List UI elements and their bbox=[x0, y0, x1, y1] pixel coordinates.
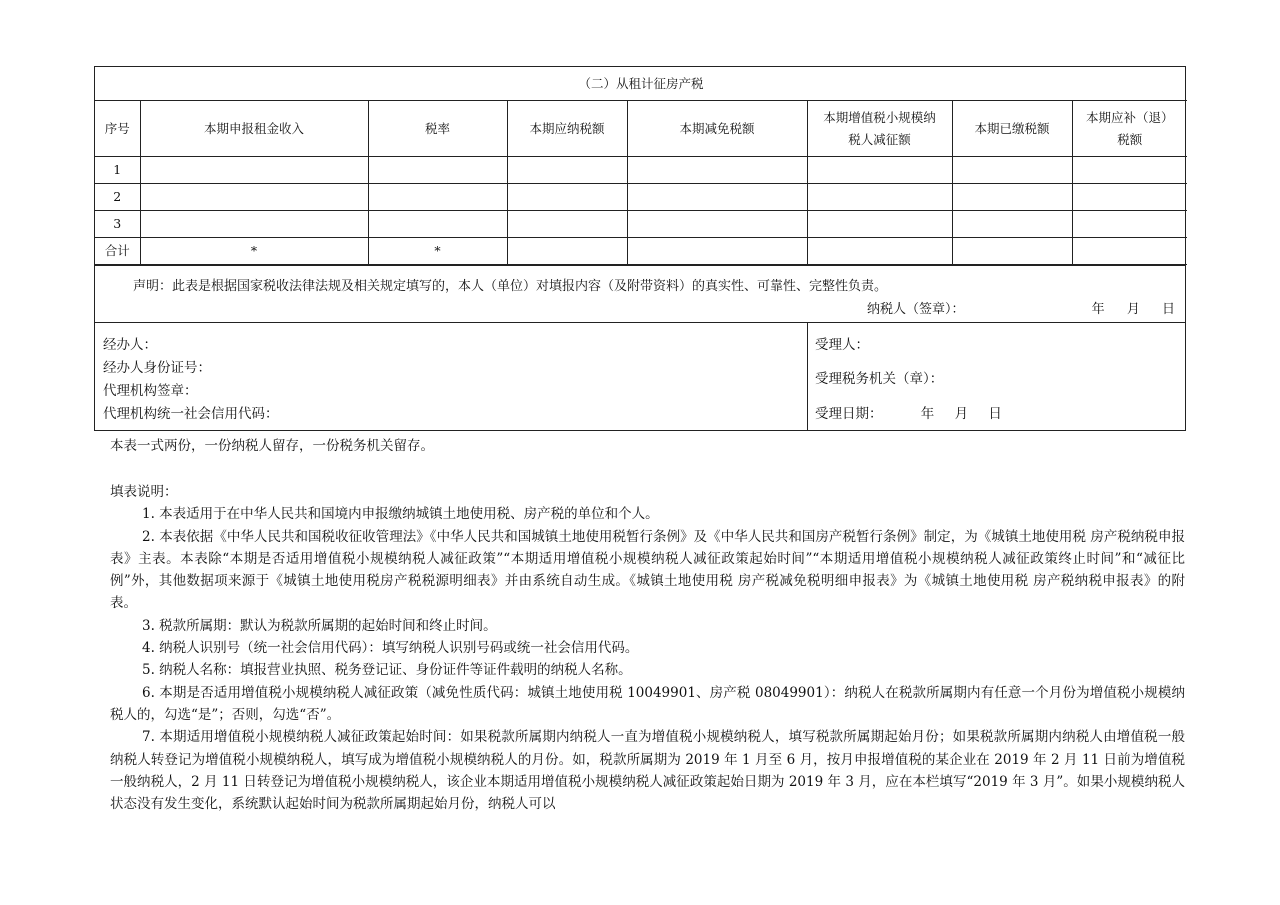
receive-year-label: 年 bbox=[920, 406, 935, 422]
table-row-total bbox=[95, 238, 1187, 265]
col-header-small-scale-reduction bbox=[807, 101, 952, 157]
agent-block bbox=[95, 323, 808, 430]
table-row bbox=[95, 157, 1187, 184]
cell-tax-payable[interactable] bbox=[507, 184, 627, 211]
table-row bbox=[95, 184, 1187, 211]
instruction-item: 4. 纳税人识别号（统一社会信用代码）：填写纳税人识别号码或统一社会信用代码。 bbox=[142, 640, 639, 657]
agent-label: 经办人： bbox=[103, 337, 157, 353]
cell-tax-due-refund[interactable] bbox=[1072, 184, 1187, 211]
cell-tax-due-refund-total[interactable] bbox=[1072, 238, 1187, 265]
col-header-tax-reduction: 本期减免税额 bbox=[627, 101, 807, 157]
receive-date bbox=[815, 402, 1002, 422]
receive-month-label: 月 bbox=[954, 406, 969, 422]
cell-rental-income[interactable] bbox=[140, 157, 368, 184]
cell-small-scale-reduction[interactable] bbox=[807, 184, 952, 211]
cell-tax-paid[interactable] bbox=[952, 211, 1072, 238]
col-header-rental-income: 本期申报租金收入 bbox=[140, 101, 368, 157]
col-header-tax-paid: 本期已缴税额 bbox=[952, 101, 1072, 157]
row-index: 2 bbox=[95, 184, 140, 211]
cell-tax-reduction-total[interactable] bbox=[627, 238, 807, 265]
row-index-total: 合计 bbox=[95, 238, 140, 265]
cell-tax-rate[interactable] bbox=[368, 157, 507, 184]
date-month-label: 月 bbox=[1126, 302, 1140, 317]
cell-small-scale-reduction-total[interactable] bbox=[807, 238, 952, 265]
instruction-item: 7. 本期适用增值税小规模纳税人减征政策起始时间：如果税款所属期内纳税人一直为增值税小规模纳税人，填写税款所属期起始月份；如果税款所属期内纳税人由增值税一般纳税人转登记为增值税小规模纳税人，填写成为增值税小规模纳税人的月份。如，税款所属期为 2019 年 1 月至 6 月，按月申报增值税的某企业在 2019 年 2 月 11 日前为增值税一般纳税人，2 月 11 日转登记为增值税小规模纳税人，该企业本期适用增值税小规模纳税人减征政策起始日期为 2019 年 3 月，应在本栏填写“2019 年 3 月”。如果小规模纳税人状态没有发生变化，系统默认起始时间为税款所属期起始月份，纳税人可以 bbox=[110, 729, 1185, 813]
rental-tax-table bbox=[95, 67, 1187, 265]
date-year-label: 年 bbox=[1091, 302, 1105, 317]
col-header-tax-payable: 本期应纳税额 bbox=[507, 101, 627, 157]
instruction-item: 6. 本期是否适用增值税小规模纳税人减征政策（减免性质代码：城镇土地使用税 10049901、房产税 08049901）：纳税人在税款所属期内有任意一个月份为增值税小规模纳税人的，勾选“是”；否则，勾选“否”。 bbox=[110, 684, 1185, 723]
cell-tax-due-refund[interactable] bbox=[1072, 157, 1187, 184]
col-header-tax-rate: 税率 bbox=[368, 101, 507, 157]
declaration-date bbox=[1074, 298, 1175, 317]
taxpayer-signature-label: 纳税人（签章）： bbox=[867, 302, 965, 317]
table-header-row bbox=[95, 101, 1187, 157]
cell-tax-rate[interactable] bbox=[368, 184, 507, 211]
agent-id-label: 经办人身份证号： bbox=[103, 360, 211, 376]
table-title-row bbox=[95, 67, 1187, 101]
declaration-section bbox=[95, 265, 1185, 322]
table-title: （二）从租计征房产税 bbox=[95, 67, 1187, 101]
cell-tax-paid[interactable] bbox=[952, 184, 1072, 211]
rental-property-tax-form bbox=[94, 66, 1186, 431]
cell-rental-income-total: * bbox=[140, 238, 368, 265]
col-header-due-line1: 本期应补（退） bbox=[1086, 109, 1174, 125]
receive-date-label: 受理日期： bbox=[815, 406, 883, 422]
agency-credit-code-label: 代理机构统一社会信用代码： bbox=[103, 406, 279, 422]
cell-tax-paid-total[interactable] bbox=[952, 238, 1072, 265]
instruction-item: 5. 纳税人名称：填报营业执照、税务登记证、身份证件等证件载明的纳税人名称。 bbox=[142, 662, 632, 679]
col-header-small-scale-line2: 税人减征额 bbox=[848, 131, 911, 147]
cell-tax-due-refund[interactable] bbox=[1072, 211, 1187, 238]
cell-tax-reduction[interactable] bbox=[627, 211, 807, 238]
cell-tax-payable[interactable] bbox=[507, 211, 627, 238]
cell-tax-payable[interactable] bbox=[507, 157, 627, 184]
cell-tax-reduction[interactable] bbox=[627, 184, 807, 211]
row-index: 3 bbox=[95, 211, 140, 238]
declaration-text: 声明：此表是根据国家税收法律法规及相关规定填写的，本人（单位）对填报内容（及附带资料）的真实性、可靠性、完整性负责。 bbox=[133, 279, 888, 294]
cell-tax-reduction[interactable] bbox=[627, 157, 807, 184]
col-header-small-scale-line1: 本期增值税小规模纳 bbox=[823, 109, 936, 125]
cell-tax-paid[interactable] bbox=[952, 157, 1072, 184]
cell-tax-rate-total: * bbox=[368, 238, 507, 265]
tax-office-label: 受理税务机关（章）： bbox=[815, 371, 944, 387]
receiver-label: 受理人： bbox=[815, 337, 869, 353]
table-row bbox=[95, 211, 1187, 238]
signature-section bbox=[95, 322, 1185, 430]
instructions-heading: 填表说明： bbox=[110, 484, 178, 500]
cell-small-scale-reduction[interactable] bbox=[807, 157, 952, 184]
col-header-due-line2: 税额 bbox=[1117, 131, 1143, 147]
filling-instructions bbox=[110, 481, 1185, 815]
date-day-label: 日 bbox=[1161, 302, 1175, 317]
receive-day-label: 日 bbox=[988, 406, 1002, 422]
col-header-tax-due-refund bbox=[1072, 101, 1187, 157]
row-index: 1 bbox=[95, 157, 140, 184]
instruction-item: 2. 本表依据《中华人民共和国税收征收管理法》《中华人民共和国城镇土地使用税暂行条例》及《中华人民共和国房产税暂行条例》制定，为《城镇土地使用税 房产税纳税申报表》主表。本表除“本期是否适用增值税小规模纳税人减征政策”“本期适用增值税小规模纳税人减征政策起始时间”“本期适用增值税小规模纳税人减征政策终止时间”和“减征比例”外，其他数据项来源于《城镇土地使用税房产税税源明细表》并由系统自动生成。《城镇土地使用税 房产税减免税明细申报表》为《城镇土地使用税 房产税纳税申报表》的附表。 bbox=[110, 528, 1185, 612]
cell-tax-payable-total[interactable] bbox=[507, 238, 627, 265]
instruction-item: 3. 税款所属期：默认为税款所属期的起始时间和终止时间。 bbox=[142, 617, 497, 634]
agency-seal-label: 代理机构签章： bbox=[103, 383, 198, 399]
col-header-index: 序号 bbox=[95, 101, 140, 157]
instruction-item: 1. 本表适用于在中华人民共和国境内申报缴纳城镇土地使用税、房产税的单位和个人。 bbox=[142, 506, 659, 523]
cell-rental-income[interactable] bbox=[140, 184, 368, 211]
cell-tax-rate[interactable] bbox=[368, 211, 507, 238]
copies-note: 本表一式两份，一份纳税人留存，一份税务机关留存。 bbox=[110, 438, 434, 454]
cell-small-scale-reduction[interactable] bbox=[807, 211, 952, 238]
cell-rental-income[interactable] bbox=[140, 211, 368, 238]
